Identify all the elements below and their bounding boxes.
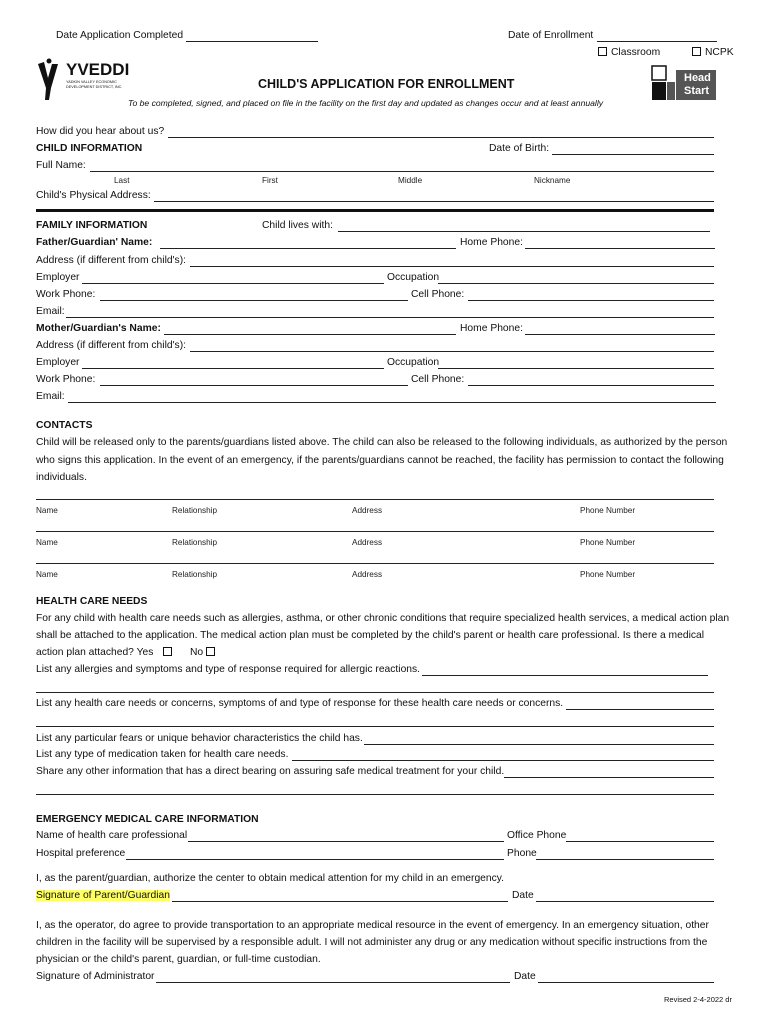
professional-field[interactable] <box>188 841 504 842</box>
father-address-field[interactable] <box>190 266 714 267</box>
contact-3-phone-caption: Phone Number <box>580 570 636 579</box>
logo-text: YVEDDI <box>66 60 130 79</box>
contacts-text-2: who signs this application. In the event of an emergency, if the parents/guardians cannot be reached, the facility has permission to contact the following <box>36 455 724 466</box>
instructions-text: To be completed, signed, and placed on file in the facility on the first day and updated as changes occur and at least annually <box>128 98 604 108</box>
admin-signature-field[interactable] <box>156 982 510 983</box>
office-phone-label: Office Phone <box>507 830 567 841</box>
admin-date-label: Date <box>514 971 536 982</box>
classroom-label: Classroom <box>611 47 661 58</box>
nickname-caption: Nickname <box>534 176 571 185</box>
concerns-field-2[interactable] <box>36 726 714 727</box>
mother-work-phone-label: Work Phone: <box>36 374 96 385</box>
father-name-field[interactable] <box>160 248 456 249</box>
father-occupation-label: Occupation <box>387 272 440 283</box>
health-text-3: action plan attached? Yes <box>36 647 154 658</box>
mother-email-label: Email: <box>36 391 65 402</box>
hospital-label: Hospital preference <box>36 848 126 859</box>
middle-name-caption: Middle <box>398 176 423 185</box>
contact-2-relationship-caption: Relationship <box>172 538 218 547</box>
full-name-field[interactable] <box>90 171 714 172</box>
mother-occupation-field[interactable] <box>438 368 714 369</box>
contact-1-name-caption: Name <box>36 506 58 515</box>
contact-1-phone-caption: Phone Number <box>580 506 636 515</box>
classroom-checkbox[interactable] <box>598 47 660 58</box>
contact-3-name-caption: Name <box>36 570 58 579</box>
mother-address-label: Address (if different from child's): <box>36 340 186 351</box>
child-address-field[interactable] <box>154 201 714 202</box>
professional-label: Name of health care professional <box>36 830 188 841</box>
ncpk-label: NCPK <box>705 47 734 58</box>
father-occupation-field[interactable] <box>438 283 714 284</box>
father-home-phone-field[interactable] <box>525 248 715 249</box>
full-name-label: Full Name: <box>36 160 86 171</box>
head-start-blocks-icon <box>650 64 720 104</box>
mother-employer-field[interactable] <box>82 368 384 369</box>
allergies-field-2[interactable] <box>36 692 714 693</box>
operator-text-2: children in the facility will be supervised by a responsible adult. I will not administer any drug or any medication without specific instructions from the <box>36 937 708 948</box>
office-phone-field[interactable] <box>566 841 714 842</box>
contact-1-address-caption: Address <box>352 506 383 515</box>
yveddi-logo <box>36 58 136 106</box>
yes-checkbox[interactable] <box>163 647 176 658</box>
health-text-1: For any child with health care needs such as allergies, asthma, or other chronic conditions that require specialized health services, a medical action plan <box>36 613 730 624</box>
hospital-phone-label: Phone <box>507 848 537 859</box>
health-text-2: shall be attached to the application. The medical action plan must be completed by the child's parent or health care professional. Is there a medical <box>36 630 705 641</box>
admin-date-field[interactable] <box>538 982 714 983</box>
contact-2-name-caption: Name <box>36 538 58 547</box>
father-home-phone-label: Home Phone: <box>460 237 523 248</box>
mother-name-field[interactable] <box>164 334 456 335</box>
mother-name-label: Mother/Guardian's Name: <box>36 323 161 334</box>
mother-work-phone-field[interactable] <box>100 385 408 386</box>
parent-signature-label: Signature of Parent/Guardian <box>36 890 170 901</box>
father-employer-label: Employer <box>36 272 80 283</box>
concerns-label: List any health care needs or concerns, symptoms of and type of response for these health care needs or concerns. <box>36 698 564 709</box>
hospital-field[interactable] <box>126 859 504 860</box>
checkbox-icon <box>598 47 607 56</box>
mother-email-field[interactable] <box>68 402 716 403</box>
contact-2-field[interactable] <box>36 531 714 532</box>
hospital-phone-field[interactable] <box>536 859 714 860</box>
parent-date-field[interactable] <box>536 901 714 902</box>
other-info-label: Share any other information that has a direct bearing on assuring safe medical treatment for your child. <box>36 766 505 777</box>
father-employer-field[interactable] <box>82 283 384 284</box>
head-start-text-2: Start <box>684 85 710 97</box>
contact-3-relationship-caption: Relationship <box>172 570 218 579</box>
allergies-label: List any allergies and symptoms and type of response required for allergic reactions. <box>36 664 421 675</box>
contact-3-address-caption: Address <box>352 570 383 579</box>
operator-text-1: I, as the operator, do agree to provide transportation to an appropriate medical resource in the event of emergency. In an emergency situation, other <box>36 920 709 931</box>
page-title: CHILD'S APPLICATION FOR ENROLLMENT <box>258 77 515 91</box>
contact-1-relationship-caption: Relationship <box>172 506 218 515</box>
allergies-field[interactable] <box>422 675 708 676</box>
father-email-label: Email: <box>36 306 65 317</box>
date-enrollment-field[interactable] <box>597 41 717 42</box>
mother-address-field[interactable] <box>190 351 714 352</box>
concerns-field[interactable] <box>566 709 714 710</box>
fears-field[interactable] <box>364 744 714 745</box>
child-info-heading: CHILD INFORMATION <box>36 143 143 154</box>
father-cell-phone-field[interactable] <box>468 300 714 301</box>
section-divider <box>36 209 714 212</box>
medication-label: List any type of medication taken for health care needs. <box>36 749 289 760</box>
contacts-text-1: Child will be released only to the parents/guardians listed above. The child can also be released to the following individuals, as authorized by the person <box>36 437 728 448</box>
emergency-heading: EMERGENCY MEDICAL CARE INFORMATION <box>36 814 259 825</box>
operator-text-3: physician or the child's parent, guardian, or full-time custodian. <box>36 954 321 965</box>
head-start-logo <box>650 64 720 104</box>
contact-1-field[interactable] <box>36 499 714 500</box>
mother-home-phone-field[interactable] <box>525 334 715 335</box>
mother-occupation-label: Occupation <box>387 357 440 368</box>
checkbox-icon <box>163 647 172 656</box>
health-heading: HEALTH CARE NEEDS <box>36 596 148 607</box>
revision-note: Revised 2-4-2022 dr <box>664 995 732 1004</box>
admin-signature-label: Signature of Administrator <box>36 971 155 982</box>
head-start-text-1: Head <box>684 72 711 84</box>
parent-date-label: Date <box>512 890 534 901</box>
other-info-field-2[interactable] <box>36 794 714 795</box>
no-checkbox[interactable] <box>190 647 219 658</box>
mother-employer-label: Employer <box>36 357 80 368</box>
dob-field[interactable] <box>552 154 714 155</box>
mother-cell-phone-field[interactable] <box>468 385 714 386</box>
other-info-field[interactable] <box>504 777 714 778</box>
father-work-phone-label: Work Phone: <box>36 289 96 300</box>
contacts-text-3: individuals. <box>36 472 87 483</box>
dob-label: Date of Birth: <box>489 143 550 154</box>
checkbox-icon <box>206 647 215 656</box>
contact-2-address-caption: Address <box>352 538 383 547</box>
date-enrollment-label: Date of Enrollment <box>508 30 594 41</box>
first-name-caption: First <box>262 176 278 185</box>
ncpk-checkbox[interactable] <box>692 47 734 58</box>
authorize-text: I, as the parent/guardian, authorize the center to obtain medical attention for my child in an emergency. <box>36 873 505 884</box>
mother-cell-phone-label: Cell Phone: <box>411 374 465 385</box>
father-email-field[interactable] <box>66 317 714 318</box>
date-completed-field[interactable] <box>186 41 318 42</box>
fears-label: List any particular fears or unique behavior characteristics the child has. <box>36 733 363 744</box>
last-name-caption: Last <box>114 176 130 185</box>
child-address-label: Child's Physical Address: <box>36 190 151 201</box>
lives-with-label: Child lives with: <box>262 220 333 231</box>
father-address-label: Address (if different from child's): <box>36 255 186 266</box>
date-completed-label: Date Application Completed <box>56 30 184 41</box>
father-cell-phone-label: Cell Phone: <box>411 289 465 300</box>
medication-field[interactable] <box>292 760 714 761</box>
parent-signature-field[interactable] <box>172 901 508 902</box>
father-name-label: Father/Guardian' Name: <box>36 237 153 248</box>
hear-about-field[interactable] <box>168 137 714 138</box>
hear-about-label: How did you hear about us? <box>36 126 165 137</box>
contact-2-phone-caption: Phone Number <box>580 538 636 547</box>
family-info-heading: FAMILY INFORMATION <box>36 220 148 231</box>
logo-subtext: YADKIN VALLEY ECONOMIC DEVELOPMENT DISTRICT, INC. <box>66 80 123 89</box>
mother-home-phone-label: Home Phone: <box>460 323 523 334</box>
lives-with-field[interactable] <box>338 231 710 232</box>
checkbox-icon <box>692 47 701 56</box>
no-label: No <box>190 647 204 658</box>
father-work-phone-field[interactable] <box>100 300 408 301</box>
contact-3-field[interactable] <box>36 563 714 564</box>
contacts-heading: CONTACTS <box>36 420 93 431</box>
